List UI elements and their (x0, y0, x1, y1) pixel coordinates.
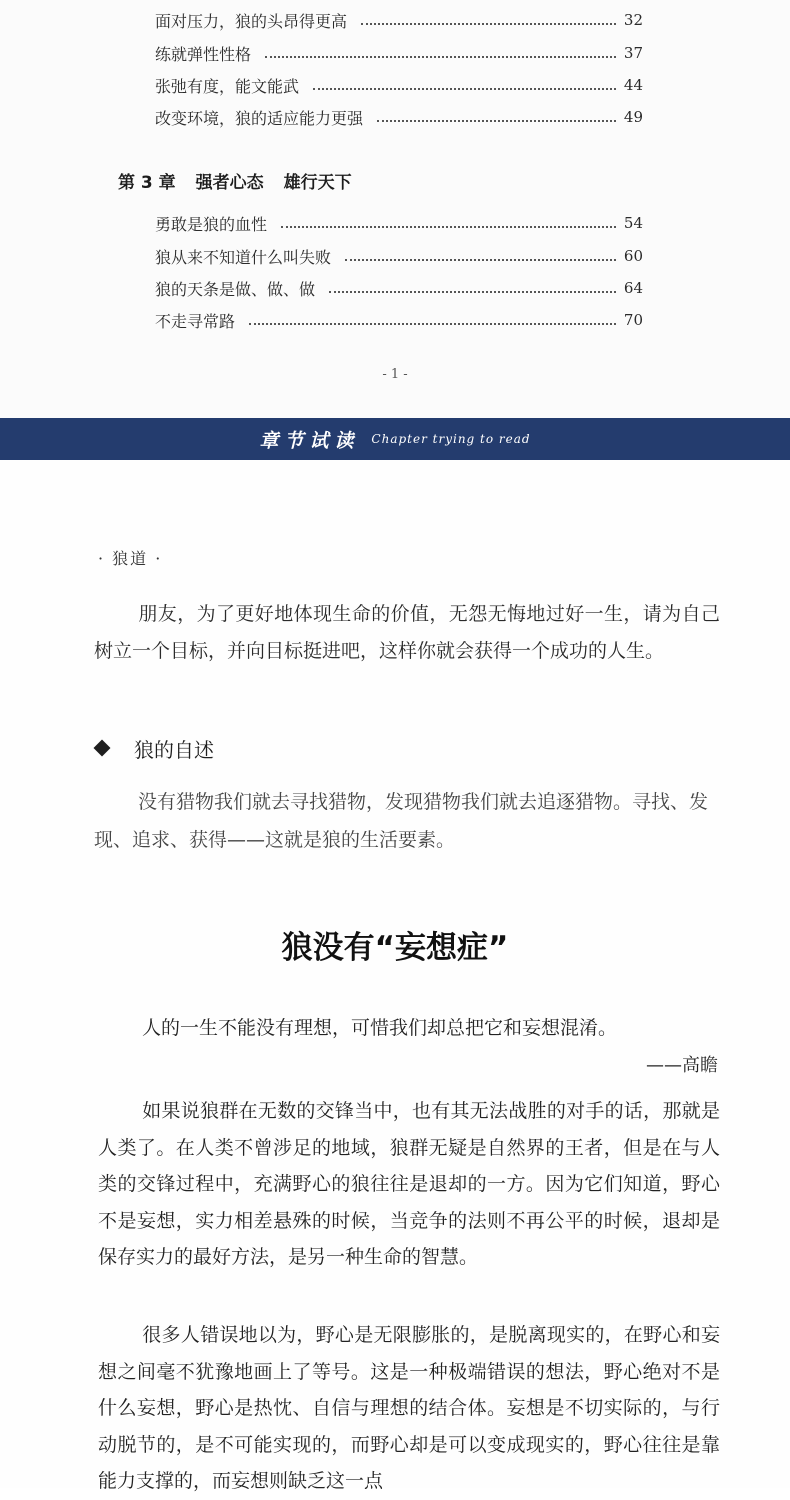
toc-entry-page: 54 (623, 214, 643, 232)
toc-entry-title: 勇敢是狼的血性 (155, 214, 268, 234)
toc-leader-dots (329, 289, 616, 293)
toc-leader-dots (377, 118, 616, 122)
banner-title-cn: 章节试读 (259, 429, 360, 452)
toc-chapter-heading[interactable] (118, 166, 352, 194)
toc-entry-page: 60 (623, 247, 643, 265)
epigraph-author: ——高瞻 (646, 1055, 718, 1076)
toc-entry[interactable] (155, 39, 643, 67)
toc-entry-page: 32 (623, 11, 643, 29)
self-description-text: 没有猎物我们就去寻找猎物，发现猎物我们就去追逐猎物。寻找、发现、追求、获得——这就是狼的生活要素。 (94, 791, 709, 851)
toc-entry[interactable] (155, 242, 643, 270)
toc-leader-dots (281, 224, 616, 228)
toc-entry-page: 49 (623, 108, 643, 126)
toc-entry[interactable] (155, 306, 643, 334)
toc-entry-page: 70 (623, 311, 643, 329)
toc-entry[interactable] (155, 274, 643, 302)
body-paragraph (98, 1317, 720, 1500)
diamond-bullet-icon (94, 740, 111, 757)
toc-entry-page: 64 (623, 279, 643, 297)
toc-entry-page: 44 (623, 76, 643, 94)
toc-leader-dots (313, 86, 616, 90)
toc-leader-dots (249, 321, 616, 325)
body-paragraph-text: 如果说狼群在无数的交锋当中，也有其无法战胜的对手的话，那就是人类了。在人类不曾涉足的地域，狼群无疑是自然界的王者，但是在与人类的交锋过程中，充满野心的狼往往是退却的一方。因为它们知道，野心不是妄想，实力相差悬殊的时候，当竞争的法则不再公平的时候，退却是保存实力的最好方法，是另一种生命的智慧。 (98, 1100, 720, 1268)
section-subheading (96, 733, 214, 763)
article-title: 狼没有“妄想症” (281, 930, 509, 966)
toc-entry-title: 练就弹性性格 (155, 44, 252, 64)
chapter-number: 第 3 章 (118, 172, 176, 193)
intro-paragraph-text: 朋友，为了更好地体现生命的价值，无怨无悔地过好一生，请为自己树立一个目标，并向目标挺进吧，这样你就会获得一个成功的人生。 (94, 603, 720, 662)
toc-entry[interactable] (155, 209, 643, 237)
self-description-paragraph (94, 783, 720, 859)
body-paragraph (98, 1093, 720, 1276)
toc-entry[interactable] (155, 6, 643, 34)
toc-entry-title: 不走寻常路 (155, 311, 236, 331)
toc-entry[interactable] (155, 71, 643, 99)
toc-entry-title: 改变环境，狼的适应能力更强 (155, 108, 364, 128)
toc-entry-title: 面对压力，狼的头昂得更高 (155, 11, 348, 31)
chapter-title-a: 强者心态 (195, 172, 264, 193)
epigraph-quote: 人的一生不能没有理想，可惜我们却总把它和妄想混淆。 (142, 1017, 618, 1039)
page-number: - 1 - (382, 367, 408, 382)
toc-section (0, 0, 790, 418)
reading-section (0, 460, 790, 1492)
subheading-text: 狼的自述 (134, 737, 214, 762)
toc-entry-title: 狼的天条是做、做、做 (155, 279, 316, 299)
toc-leader-dots (361, 21, 616, 25)
chapter-preview-banner (0, 418, 790, 460)
toc-entry-page: 37 (623, 44, 643, 62)
toc-leader-dots (265, 54, 616, 58)
toc-leader-dots (345, 257, 616, 261)
running-header: · 狼道 · (98, 549, 163, 568)
intro-paragraph (94, 596, 720, 670)
toc-entry-title: 张弛有度，能文能武 (155, 76, 300, 96)
toc-entry[interactable] (155, 103, 643, 131)
toc-entry-title: 狼从来不知道什么叫失败 (155, 247, 332, 267)
banner-title-en: Chapter trying to read (371, 432, 531, 446)
body-paragraph-text: 很多人错误地以为，野心是无限膨胀的，是脱离现实的，在野心和妄想之间毫不犹豫地画上了等号。这是一种极端错误的想法，野心绝对不是什么妄想，野心是热忱、自信与理想的结合体。妄想是不切实际的，与行动脱节的，是不可能实现的，而野心却是可以变成现实的，野心往往是靠能力支撑的，而妄想则缺乏这一点 (98, 1324, 720, 1492)
chapter-title-b: 雄行天下 (283, 172, 352, 193)
